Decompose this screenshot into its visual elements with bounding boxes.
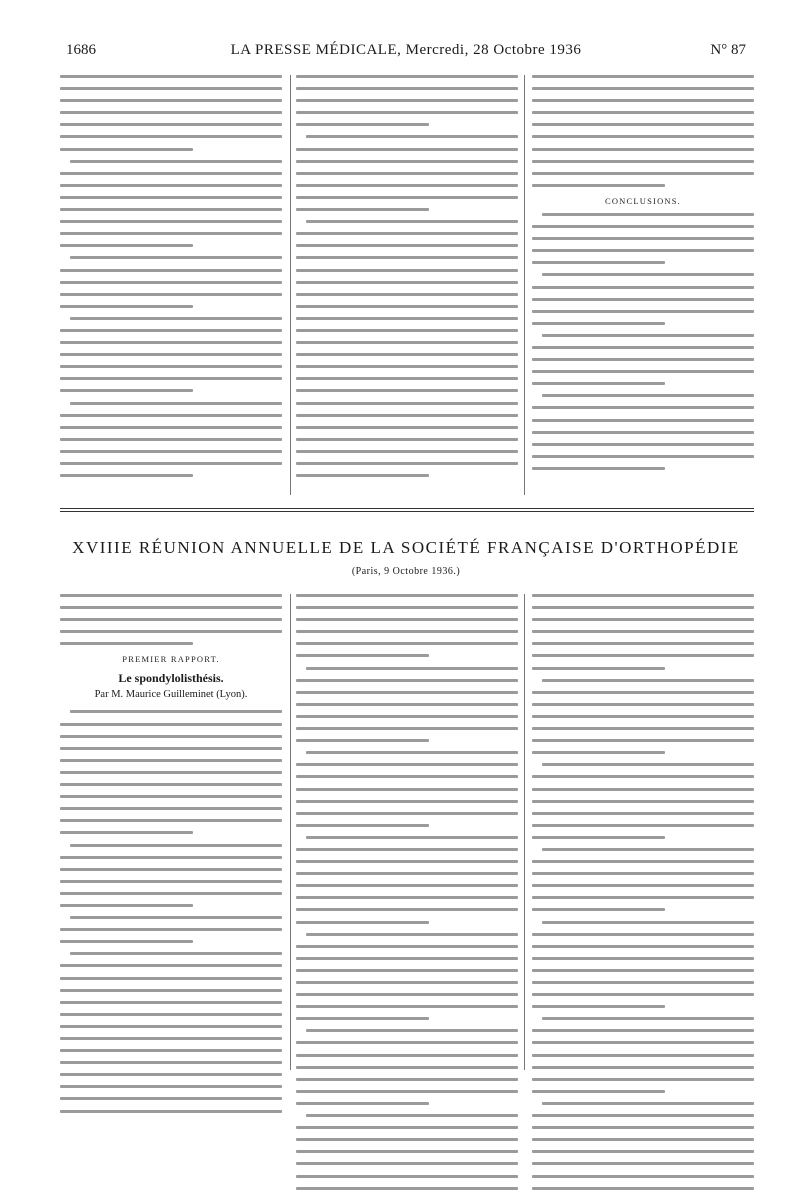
- text-line: [60, 111, 282, 114]
- text-line: [296, 87, 518, 90]
- section-divider: [60, 508, 754, 509]
- text-line: [532, 1078, 754, 1081]
- text-line: [60, 1085, 282, 1088]
- text-line: [60, 1025, 282, 1028]
- text-line: [532, 824, 754, 827]
- text-line: [296, 172, 518, 175]
- text-line: [532, 419, 754, 422]
- text-line: [296, 981, 518, 984]
- text-line: [60, 964, 282, 967]
- text-line: [60, 426, 282, 429]
- text-line: [296, 691, 518, 694]
- text-line: [60, 630, 282, 633]
- text-line: [296, 679, 518, 682]
- text-line: [532, 812, 754, 815]
- text-line: [60, 795, 282, 798]
- text-line: [306, 836, 518, 839]
- text-line: [532, 630, 754, 633]
- text-line: [60, 474, 193, 477]
- text-line: [532, 957, 754, 960]
- text-line: [296, 1187, 518, 1190]
- text-line: [60, 172, 282, 175]
- text-line: [60, 1013, 282, 1016]
- text-line: [296, 1126, 518, 1129]
- article-title: Le spondylolisthésis.: [118, 671, 224, 686]
- text-line: [532, 1138, 754, 1141]
- text-line: [296, 800, 518, 803]
- text-line: [532, 237, 754, 240]
- text-line: [60, 977, 282, 980]
- text-line: [70, 256, 282, 259]
- text-line: [532, 800, 754, 803]
- text-line: [60, 940, 193, 943]
- text-line: [296, 99, 518, 102]
- text-line: [542, 848, 754, 851]
- conclusions-heading: CONCLUSIONS.: [604, 195, 682, 206]
- text-line: [60, 856, 282, 859]
- text-line: [60, 618, 282, 621]
- text-line: [60, 232, 282, 235]
- text-line: [542, 334, 754, 337]
- text-line: [60, 220, 282, 223]
- text-line: [306, 751, 518, 754]
- text-line: [532, 1066, 754, 1069]
- text-line: [60, 244, 193, 247]
- text-line: [296, 860, 518, 863]
- text-line: [532, 836, 665, 839]
- text-line: [532, 739, 754, 742]
- text-line: [306, 1029, 518, 1032]
- text-line: [296, 763, 518, 766]
- text-line: [532, 322, 665, 325]
- text-line: [296, 630, 518, 633]
- text-line: [542, 273, 754, 276]
- text-line: [60, 880, 282, 883]
- text-line: [60, 783, 282, 786]
- text-line: [296, 111, 518, 114]
- text-line: [532, 727, 754, 730]
- text-line: [306, 933, 518, 936]
- text-line: [532, 654, 754, 657]
- text-line: [296, 1150, 518, 1153]
- text-line: [296, 244, 518, 247]
- text-line: [70, 844, 282, 847]
- text-line: [532, 618, 754, 621]
- text-line: [296, 642, 518, 645]
- text-line: [296, 305, 518, 308]
- text-line: [60, 135, 282, 138]
- column-rule: [524, 75, 525, 495]
- text-line: [296, 365, 518, 368]
- text-line: [296, 329, 518, 332]
- text-line: [532, 775, 754, 778]
- text-line: [296, 921, 429, 924]
- text-line: [296, 715, 518, 718]
- text-line: [60, 1037, 282, 1040]
- text-line: [70, 160, 282, 163]
- text-line: [70, 317, 282, 320]
- text-line: [532, 1090, 665, 1093]
- text-line: [60, 819, 282, 822]
- text-line: [296, 184, 518, 187]
- text-line: [60, 928, 282, 931]
- text-line: [296, 123, 429, 126]
- text-line: [532, 406, 754, 409]
- text-line: [60, 462, 282, 465]
- text-line: [296, 1005, 518, 1008]
- text-line: [70, 402, 282, 405]
- text-line: [296, 402, 518, 405]
- text-line: [60, 377, 282, 380]
- text-line: [532, 184, 665, 187]
- text-line: [532, 715, 754, 718]
- text-line: [542, 394, 754, 397]
- text-line: [60, 1110, 282, 1113]
- text-line: [542, 213, 754, 216]
- text-line: [296, 848, 518, 851]
- text-line: [296, 872, 518, 875]
- text-line: [60, 75, 282, 78]
- text-line: [296, 1078, 518, 1081]
- text-line: [60, 606, 282, 609]
- text-line: [60, 414, 282, 417]
- text-line: [296, 414, 518, 417]
- text-line: [60, 723, 282, 726]
- text-line: [60, 87, 282, 90]
- column-rule: [524, 594, 525, 1070]
- text-line: [296, 196, 518, 199]
- text-line: [296, 775, 518, 778]
- journal-title: LA PRESSE MÉDICALE, Mercredi, 28 Octobre 1936: [230, 42, 582, 58]
- text-line: [542, 679, 754, 682]
- text-line: [60, 642, 193, 645]
- text-line: [532, 1005, 665, 1008]
- text-line: [60, 281, 282, 284]
- text-line: [532, 703, 754, 706]
- text-line: [532, 261, 665, 264]
- text-line: [532, 358, 754, 361]
- text-line: [70, 916, 282, 919]
- text-line: [296, 908, 518, 911]
- text-line: [296, 618, 518, 621]
- section-subtitle: (Paris, 9 Octobre 1936.): [351, 566, 461, 577]
- text-line: [296, 281, 518, 284]
- text-line: [296, 389, 518, 392]
- text-line: [296, 353, 518, 356]
- text-line: [532, 896, 754, 899]
- text-line: [60, 1061, 282, 1064]
- text-line: [60, 208, 282, 211]
- text-line: [60, 1097, 282, 1100]
- text-line: [296, 450, 518, 453]
- text-line: [296, 606, 518, 609]
- text-line: [532, 872, 754, 875]
- top-column-3: [532, 75, 754, 479]
- text-line: [60, 99, 282, 102]
- text-line: [296, 1138, 518, 1141]
- text-line: [60, 868, 282, 871]
- text-line: [70, 710, 282, 713]
- text-line: [532, 298, 754, 301]
- text-line: [296, 462, 518, 465]
- text-line: [60, 904, 193, 907]
- lower-column-2: [296, 594, 518, 1199]
- text-line: [296, 256, 518, 259]
- text-line: [532, 431, 754, 434]
- text-line: [532, 148, 754, 151]
- text-line: [60, 747, 282, 750]
- text-line: [532, 467, 665, 470]
- issue-number: N° 87: [710, 42, 746, 58]
- column-rule: [290, 594, 291, 1070]
- text-line: [532, 945, 754, 948]
- text-line: [532, 981, 754, 984]
- page-header: [66, 42, 746, 64]
- top-column-1: [60, 75, 282, 486]
- text-line: [60, 196, 282, 199]
- text-line: [60, 450, 282, 453]
- text-line: [296, 727, 518, 730]
- text-line: [296, 945, 518, 948]
- text-line: [60, 1073, 282, 1076]
- text-line: [532, 1041, 754, 1044]
- text-line: [296, 884, 518, 887]
- text-line: [296, 654, 429, 657]
- section-title: XVIIIE RÉUNION ANNUELLE DE LA SOCIÉTÉ FRANÇAISE D'ORTHOPÉDIE: [72, 538, 740, 557]
- text-line: [532, 310, 754, 313]
- text-line: [532, 111, 754, 114]
- text-line: [532, 667, 665, 670]
- text-line: [542, 921, 754, 924]
- text-line: [532, 691, 754, 694]
- text-line: [296, 812, 518, 815]
- text-line: [532, 123, 754, 126]
- text-line: [60, 438, 282, 441]
- text-line: [532, 860, 754, 863]
- text-line: [532, 993, 754, 996]
- text-line: [296, 341, 518, 344]
- text-line: [60, 148, 193, 151]
- text-line: [60, 365, 282, 368]
- text-line: [306, 220, 518, 223]
- text-line: [306, 667, 518, 670]
- text-line: [296, 824, 429, 827]
- text-line: [60, 1001, 282, 1004]
- text-line: [296, 993, 518, 996]
- section-divider: [60, 511, 754, 512]
- premier-rapport-heading: PREMIER RAPPORT.: [122, 654, 220, 665]
- text-line: [532, 135, 754, 138]
- text-line: [532, 788, 754, 791]
- text-line: [542, 1102, 754, 1105]
- text-line: [60, 269, 282, 272]
- text-line: [296, 1102, 429, 1105]
- text-line: [60, 184, 282, 187]
- text-line: [296, 1054, 518, 1057]
- text-line: [296, 148, 518, 151]
- text-line: [296, 293, 518, 296]
- text-line: [296, 788, 518, 791]
- text-line: [532, 969, 754, 972]
- text-line: [296, 377, 518, 380]
- text-line: [60, 293, 282, 296]
- text-line: [532, 1150, 754, 1153]
- text-line: [60, 305, 193, 308]
- text-line: [296, 269, 518, 272]
- text-line: [296, 474, 429, 477]
- text-line: [296, 1066, 518, 1069]
- text-line: [296, 1162, 518, 1165]
- text-line: [60, 989, 282, 992]
- text-line: [60, 341, 282, 344]
- text-line: [532, 286, 754, 289]
- text-line: [532, 160, 754, 163]
- text-line: [296, 703, 518, 706]
- text-line: [60, 892, 282, 895]
- text-line: [532, 1114, 754, 1117]
- text-line: [296, 1041, 518, 1044]
- text-line: [60, 1049, 282, 1052]
- text-line: [60, 123, 282, 126]
- text-line: [306, 135, 518, 138]
- top-column-2: [296, 75, 518, 486]
- text-line: [60, 759, 282, 762]
- text-line: [296, 317, 518, 320]
- text-line: [532, 1175, 754, 1178]
- text-line: [296, 1090, 518, 1093]
- text-line: [60, 735, 282, 738]
- column-rule: [290, 75, 291, 495]
- text-line: [532, 1126, 754, 1129]
- text-line: [532, 1029, 754, 1032]
- text-line: [532, 606, 754, 609]
- text-line: [306, 1114, 518, 1117]
- text-line: [296, 438, 518, 441]
- text-line: [296, 160, 518, 163]
- text-line: [532, 933, 754, 936]
- text-line: [532, 751, 665, 754]
- text-line: [60, 353, 282, 356]
- text-line: [296, 426, 518, 429]
- lower-column-1: [60, 594, 282, 1122]
- text-line: [532, 594, 754, 597]
- text-line: [296, 208, 429, 211]
- text-line: [542, 763, 754, 766]
- text-line: [532, 382, 665, 385]
- text-line: [60, 771, 282, 774]
- text-line: [532, 249, 754, 252]
- page-number: 1686: [66, 42, 96, 58]
- text-line: [532, 370, 754, 373]
- text-line: [542, 1017, 754, 1020]
- text-line: [296, 594, 518, 597]
- text-line: [532, 87, 754, 90]
- text-line: [532, 908, 665, 911]
- text-line: [296, 75, 518, 78]
- text-line: [296, 969, 518, 972]
- text-line: [296, 1175, 518, 1178]
- text-line: [296, 739, 429, 742]
- text-line: [532, 99, 754, 102]
- text-line: [532, 225, 754, 228]
- text-line: [532, 642, 754, 645]
- text-line: [296, 232, 518, 235]
- text-line: [60, 329, 282, 332]
- text-line: [532, 172, 754, 175]
- text-line: [532, 75, 754, 78]
- text-line: [60, 594, 282, 597]
- text-line: [532, 455, 754, 458]
- text-line: [296, 896, 518, 899]
- text-line: [532, 1187, 754, 1190]
- text-line: [532, 1054, 754, 1057]
- text-line: [532, 443, 754, 446]
- text-line: [532, 346, 754, 349]
- text-line: [296, 1017, 429, 1020]
- lower-column-3: [532, 594, 754, 1199]
- text-line: [60, 389, 193, 392]
- text-line: [60, 831, 193, 834]
- text-line: [532, 884, 754, 887]
- text-line: [70, 952, 282, 955]
- text-line: [60, 807, 282, 810]
- article-author: Par M. Maurice Guilleminet (Lyon).: [94, 689, 248, 701]
- text-line: [296, 957, 518, 960]
- text-line: [532, 1162, 754, 1165]
